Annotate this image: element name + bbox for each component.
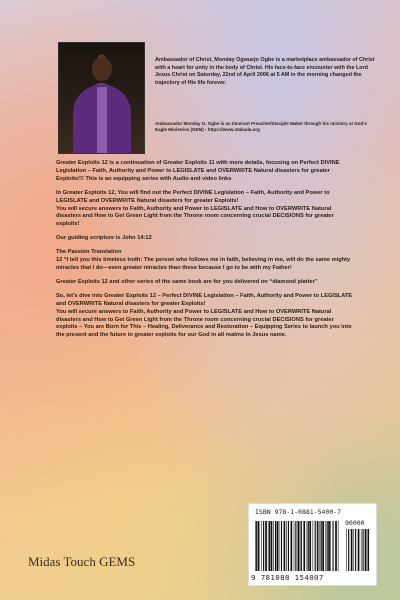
barcode-bar: [330, 521, 331, 571]
barcode-bar: [363, 529, 364, 571]
paragraph-closing: So, let’s dive into Greater Exploits 12 – Perfect DIVINE Legislation – Faith, Authority and Power to LEGISLATE and OVERWRITE Natural disasters for greater Exploits! You will secure answers to Faith, Authority and Power to LEGISLATE and How to OVERWRITE Natural disasters and How to Get Green Light from the Throne room concerning crucial DECISIONS for greater exploits – You are Born for This – Healing, Deliverance and Restoration – Equipping Series to launch you into the present and the future in greater exploits for our God in all realms in Jesus name.: [56, 292, 353, 339]
barcode-bar: [281, 521, 282, 571]
publisher-imprint: Midas Touch GEMS: [28, 554, 136, 569]
barcode-bar: [338, 521, 339, 571]
author-note: Ambassador Monday O. Ogbe is an Itinerant Preacher/Disciple Maker through his ministry at God's Eagle Ministries (GEM) - https://www.otakada.org: [155, 121, 367, 133]
barcode-bar: [303, 521, 305, 571]
barcode-bar: [358, 529, 360, 571]
price-code: 90000: [345, 519, 365, 527]
paragraph-overview: In Greater Exploits 12, You will find out the Perfect DIVINE Legislation – Faith, Authority and Power to LEGISLATE and OVERWRITE Natural disasters for greater Exploits! You will secure answers to Faith, Authority and Power to LEGISLATE and How to OVERWRITE Natural disasters and How to Get Green Light from the Throne room concerning crucial DECISIONS for greater exploits!: [56, 189, 334, 228]
barcode-bar: [308, 521, 309, 571]
barcode-bar: [361, 529, 362, 571]
barcode-bar: [317, 521, 319, 571]
barcode-bars-addon: [346, 529, 370, 571]
paragraph-series: Greater Exploits 12 and other series of the same book are for you delivered on “diamond platter”: [56, 278, 318, 285]
barcode-bar: [261, 521, 262, 571]
barcode-bars-main: [255, 521, 339, 571]
barcode-bar: [346, 529, 347, 571]
barcode-bar: [335, 521, 337, 571]
author-photo: [58, 42, 145, 154]
isbn-number: ISBN 978-1-0881-5400-7: [255, 508, 342, 516]
barcode-bar: [271, 521, 273, 571]
barcode-bar: [365, 529, 367, 571]
paragraph-intro: Greater Exploits 12 is a continuation of Greater Exploits 11 with more details, focusing on Perfect DIVINE Legislation – Faith, Authority and Power to LEGISLATE and OVERWRITE Natural disasters for greater Exploits!!! This is an equipping series with Audio and video links: [56, 160, 340, 182]
barcode-bar: [279, 521, 280, 571]
barcode-bar: [309, 521, 311, 571]
barcode-bar: [320, 521, 321, 571]
paragraph-scripture: Our guiding scripture is John 14:12: [56, 235, 152, 242]
back-cover-blurb: [56, 160, 356, 346]
barcode-bar: [328, 521, 330, 571]
barcode-bar: [367, 529, 368, 571]
barcode-bar: [333, 521, 334, 571]
barcode-bar: [284, 521, 286, 571]
barcode-bar: [295, 521, 296, 571]
author-bio: Ambassador of Christ, Monday Ogwuejo Ogbe is a marketplace ambassador of Christ with a heart for unity in the body of Christ. His face-to-face encounter with the Lord Jesus Christ on Saturday, 22nd of April 2006 at 5 AM in the morning changed the trajectory of His life forever.: [155, 57, 375, 86]
barcode-bar: [256, 521, 257, 571]
barcode-bar: [297, 521, 299, 571]
barcode-bar: [315, 521, 316, 571]
barcode-bar: [263, 521, 264, 571]
barcode-bar: [355, 529, 356, 571]
barcode-bar: [301, 521, 302, 571]
paragraph-passion-translation: The Passion Translation 12 “I tell you this timeless truth: The person who follows me in faith, believing in me, will do the same mighty miracles that I do—even greater miracles than these because I go to be with my Father!: [56, 249, 351, 271]
barcode-bar: [273, 521, 274, 571]
barcode-bar: [307, 521, 308, 571]
barcode-bar: [327, 521, 328, 571]
barcode-bar: [291, 521, 293, 571]
barcode-bar: [255, 521, 256, 571]
barcode-bar: [348, 529, 349, 571]
barcode-bar: [288, 521, 289, 571]
barcode-bar: [351, 529, 353, 571]
barcode-bar: [286, 521, 287, 571]
author-photo-stole: [97, 87, 107, 153]
barcode-bar: [258, 521, 260, 571]
barcode-bar: [268, 521, 269, 571]
barcode-bar: [313, 521, 314, 571]
barcode-bar: [294, 521, 295, 571]
author-photo-head: [92, 57, 112, 81]
barcode-bar: [277, 521, 279, 571]
barcode-bar: [322, 521, 324, 571]
barcode-bar: [368, 529, 369, 571]
barcode-bar: [321, 521, 322, 571]
barcode-bar: [325, 521, 326, 571]
barcode-bar: [353, 529, 354, 571]
barcode-bar: [275, 521, 276, 571]
barcode-bar: [265, 521, 267, 571]
barcode-bar: [269, 521, 270, 571]
barcode-digits: 9 781088 154007: [251, 573, 324, 582]
barcode-bar: [300, 521, 301, 571]
isbn-barcode: [248, 503, 377, 586]
